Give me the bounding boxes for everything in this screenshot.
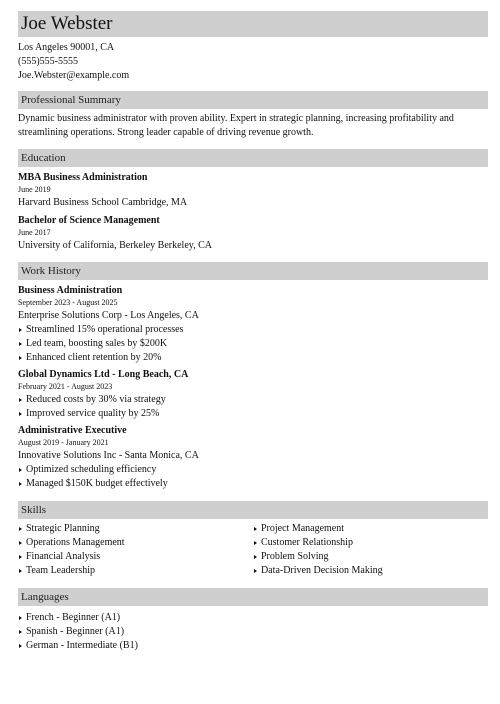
job-title: Global Dynamics Ltd - Long Beach, CA	[18, 369, 189, 380]
contact-info	[18, 41, 488, 83]
education-date: June 2019	[18, 185, 51, 194]
language-item: Spanish - Beginner (A1)	[18, 625, 488, 639]
education-school: University of California, Berkeley Berkeley, CA	[18, 240, 213, 251]
skill-item: Operations Management	[18, 536, 253, 550]
job-bullets	[18, 463, 488, 491]
skills-column-right	[253, 522, 488, 578]
education-heading: Education	[18, 149, 488, 167]
job-bullet: Streamlined 15% operational processes	[18, 323, 488, 337]
resume-page	[18, 11, 488, 653]
job-entry	[18, 368, 488, 421]
job-bullet: Improved service quality by 25%	[18, 407, 488, 421]
job-title: Business Administration	[18, 285, 123, 296]
job-company: Innovative Solutions Inc - Santa Monica, CA	[18, 450, 199, 461]
job-bullet: Reduced costs by 30% via strategy	[18, 393, 488, 407]
job-entry	[18, 424, 488, 491]
skill-item: Data-Driven Decision Making	[253, 564, 488, 578]
skill-item: Customer Relationship	[253, 536, 488, 550]
contact-email: Joe.Webster@example.com	[18, 70, 130, 81]
education-school: Harvard Business School Cambridge, MA	[18, 197, 188, 208]
education-degree: Bachelor of Science Management	[18, 215, 160, 226]
job-date: August 2019 - January 2021	[18, 438, 109, 447]
education-date: June 2017	[18, 228, 51, 237]
education-entry	[18, 171, 488, 210]
summary-text: Dynamic business administrator with proven ability. Expert in strategic planning, increasing profitability and streamlining operations. Strong leader capable of driving revenue growth.	[18, 113, 454, 138]
skill-item: Financial Analysis	[18, 550, 253, 564]
job-bullets	[18, 393, 488, 421]
skill-item: Problem Solving	[253, 550, 488, 564]
summary-heading: Professional Summary	[18, 91, 488, 109]
job-date: September 2023 - August 2025	[18, 298, 118, 307]
job-date: February 2021 - August 2023	[18, 382, 113, 391]
contact-phone: (555)555-5555	[18, 56, 78, 67]
education-entry	[18, 214, 488, 253]
skill-item: Strategic Planning	[18, 522, 253, 536]
job-bullet: Managed $150K budget effectively	[18, 477, 488, 491]
skills-list	[18, 522, 488, 578]
contact-location: Los Angeles 90001, CA	[18, 42, 115, 53]
languages-heading: Languages	[18, 588, 488, 606]
skill-item: Project Management	[253, 522, 488, 536]
candidate-name: Joe Webster	[21, 13, 113, 34]
language-item: German - Intermediate (B1)	[18, 639, 488, 653]
skill-item: Team Leadership	[18, 564, 253, 578]
job-bullet: Enhanced client retention by 20%	[18, 351, 488, 365]
job-title: Administrative Executive	[18, 425, 127, 436]
work-heading: Work History	[18, 262, 488, 280]
skills-column-left	[18, 522, 253, 578]
job-bullet: Led team, boosting sales by $200K	[18, 337, 488, 351]
job-company: Enterprise Solutions Corp - Los Angeles, CA	[18, 310, 199, 321]
name-banner	[18, 11, 488, 37]
language-item: French - Beginner (A1)	[18, 611, 488, 625]
languages-list	[18, 611, 488, 653]
job-bullet: Optimized scheduling efficiency	[18, 463, 488, 477]
job-entry	[18, 284, 488, 365]
job-bullets	[18, 323, 488, 365]
education-degree: MBA Business Administration	[18, 172, 148, 183]
skills-heading: Skills	[18, 501, 488, 519]
